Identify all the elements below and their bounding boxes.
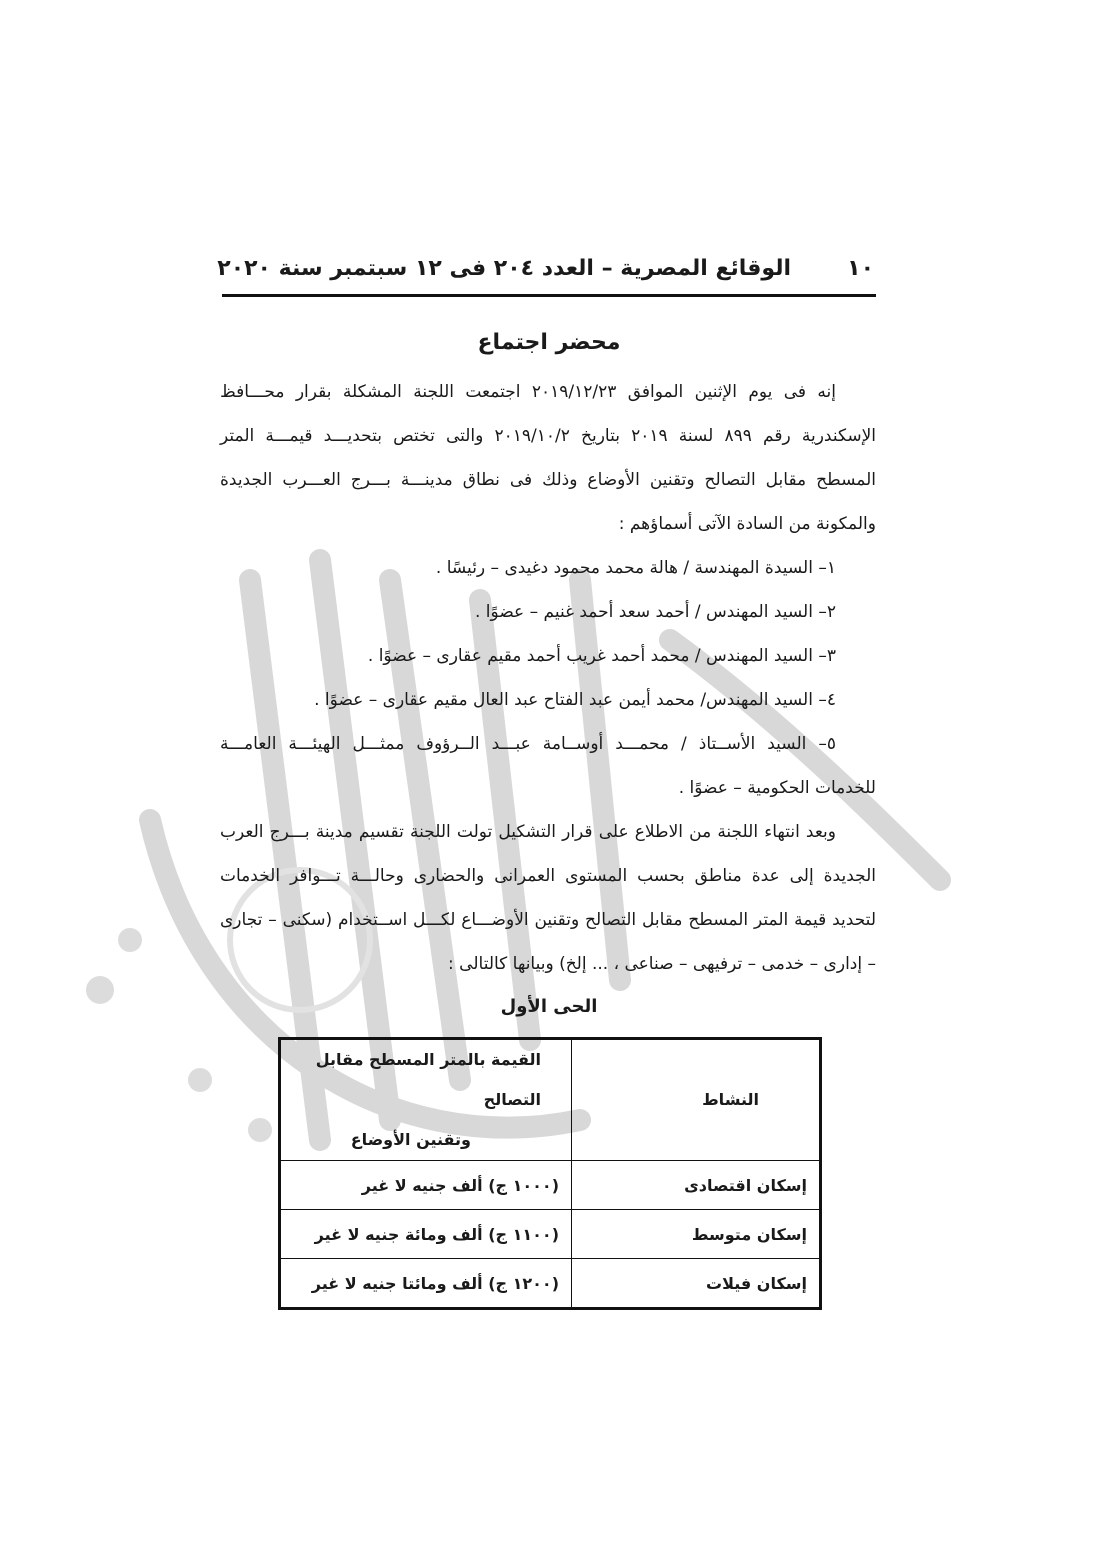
member-item: ١– السيدة المهندسة / هالة محمد محمود دغيدى – رئيسًا . (435, 558, 836, 578)
document-body (220, 370, 876, 986)
page-number: ١٠ (847, 256, 874, 281)
table-row (280, 1259, 821, 1309)
table-row (280, 1161, 821, 1210)
header-value-line1: القيمة بالمتر المسطح مقابل التصالح (315, 1050, 541, 1109)
member-item: ٣– السيد المهندس / محمد أحمد غريب أحمد مقيم عقارى – عضوًا . (367, 646, 836, 666)
value-cell: (١٠٠٠ ج) ألف جنيه لا غير (280, 1161, 572, 1210)
value-cell: (١٢٠٠ ج) ألف ومائتا جنيه لا غير (280, 1259, 572, 1309)
section-title: الحى الأول (500, 996, 598, 1017)
allocation-paragraph: وبعد انتهاء اللجنة من الاطلاع على قرار التشكيل تولت اللجنة تقسيم مدينة بـــرج العرب الجديدة إلى عدة مناطق بحسب المستوى العمرانى والحضارى وحالـــة تـــوافر الخدمات لتحديد قيمة المتر المسطح مقابل التصالح وتقنين الأوضـــاع لكـــل اســتخدام (سكنى – تجارى – إدارى – خدمى – ترفيهى – صناعى ، ... إلخ) وبيانها كالتالى : (220, 822, 876, 974)
activity-cell: إسكان فيلات (572, 1259, 821, 1309)
rates-table (278, 1037, 822, 1310)
member-item: ٥– السيد الأســتاذ / محمـــد أوســامة عبـــد الــرؤوف ممثـــل الهيئـــة العامـــة للخدمات الحكومية – عضوًا . (220, 734, 876, 798)
member-item: ٢– السيد المهندس / أحمد سعد أحمد غنيم – عضوًا . (475, 602, 836, 622)
header-rule (222, 294, 876, 297)
value-cell: (١١٠٠ ج) ألف ومائة جنيه لا غير (280, 1210, 572, 1259)
header-value (280, 1039, 572, 1161)
member-item: ٤– السيد المهندس/ محمد أيمن عبد الفتاح عبد العال مقيم عقارى – عضوًا . (314, 690, 836, 710)
publication-header: الوقائع المصرية – العدد ٢٠٤ فى ١٢ سبتمبر سنة ٢٠٢٠ (217, 256, 791, 281)
header-activity: النشاط (572, 1039, 821, 1161)
document-title: محضر اجتماع (477, 330, 621, 355)
intro-paragraph: إنه فى يوم الإثنين الموافق ٢٠١٩/١٢/٢٣ اجتمعت اللجنة المشكلة بقرار محـــافظ الإسكندرية رقم ٨٩٩ لسنة ٢٠١٩ بتاريخ ٢٠١٩/١٠/٢ والتى تختص بتحديـــد قيمـــة المتر المسطح مقابل التصالح وتقنين الأوضاع وذلك فى نطاق مدينـــة بـــرج العـــرب الجديدة والمكونة من السادة الآتى أسماؤهم : (220, 382, 877, 534)
activity-cell: إسكان اقتصادى (572, 1161, 821, 1210)
activity-cell: إسكان متوسط (572, 1210, 821, 1259)
header-value-line2: وتقنين الأوضاع (350, 1130, 471, 1149)
table-row (280, 1210, 821, 1259)
